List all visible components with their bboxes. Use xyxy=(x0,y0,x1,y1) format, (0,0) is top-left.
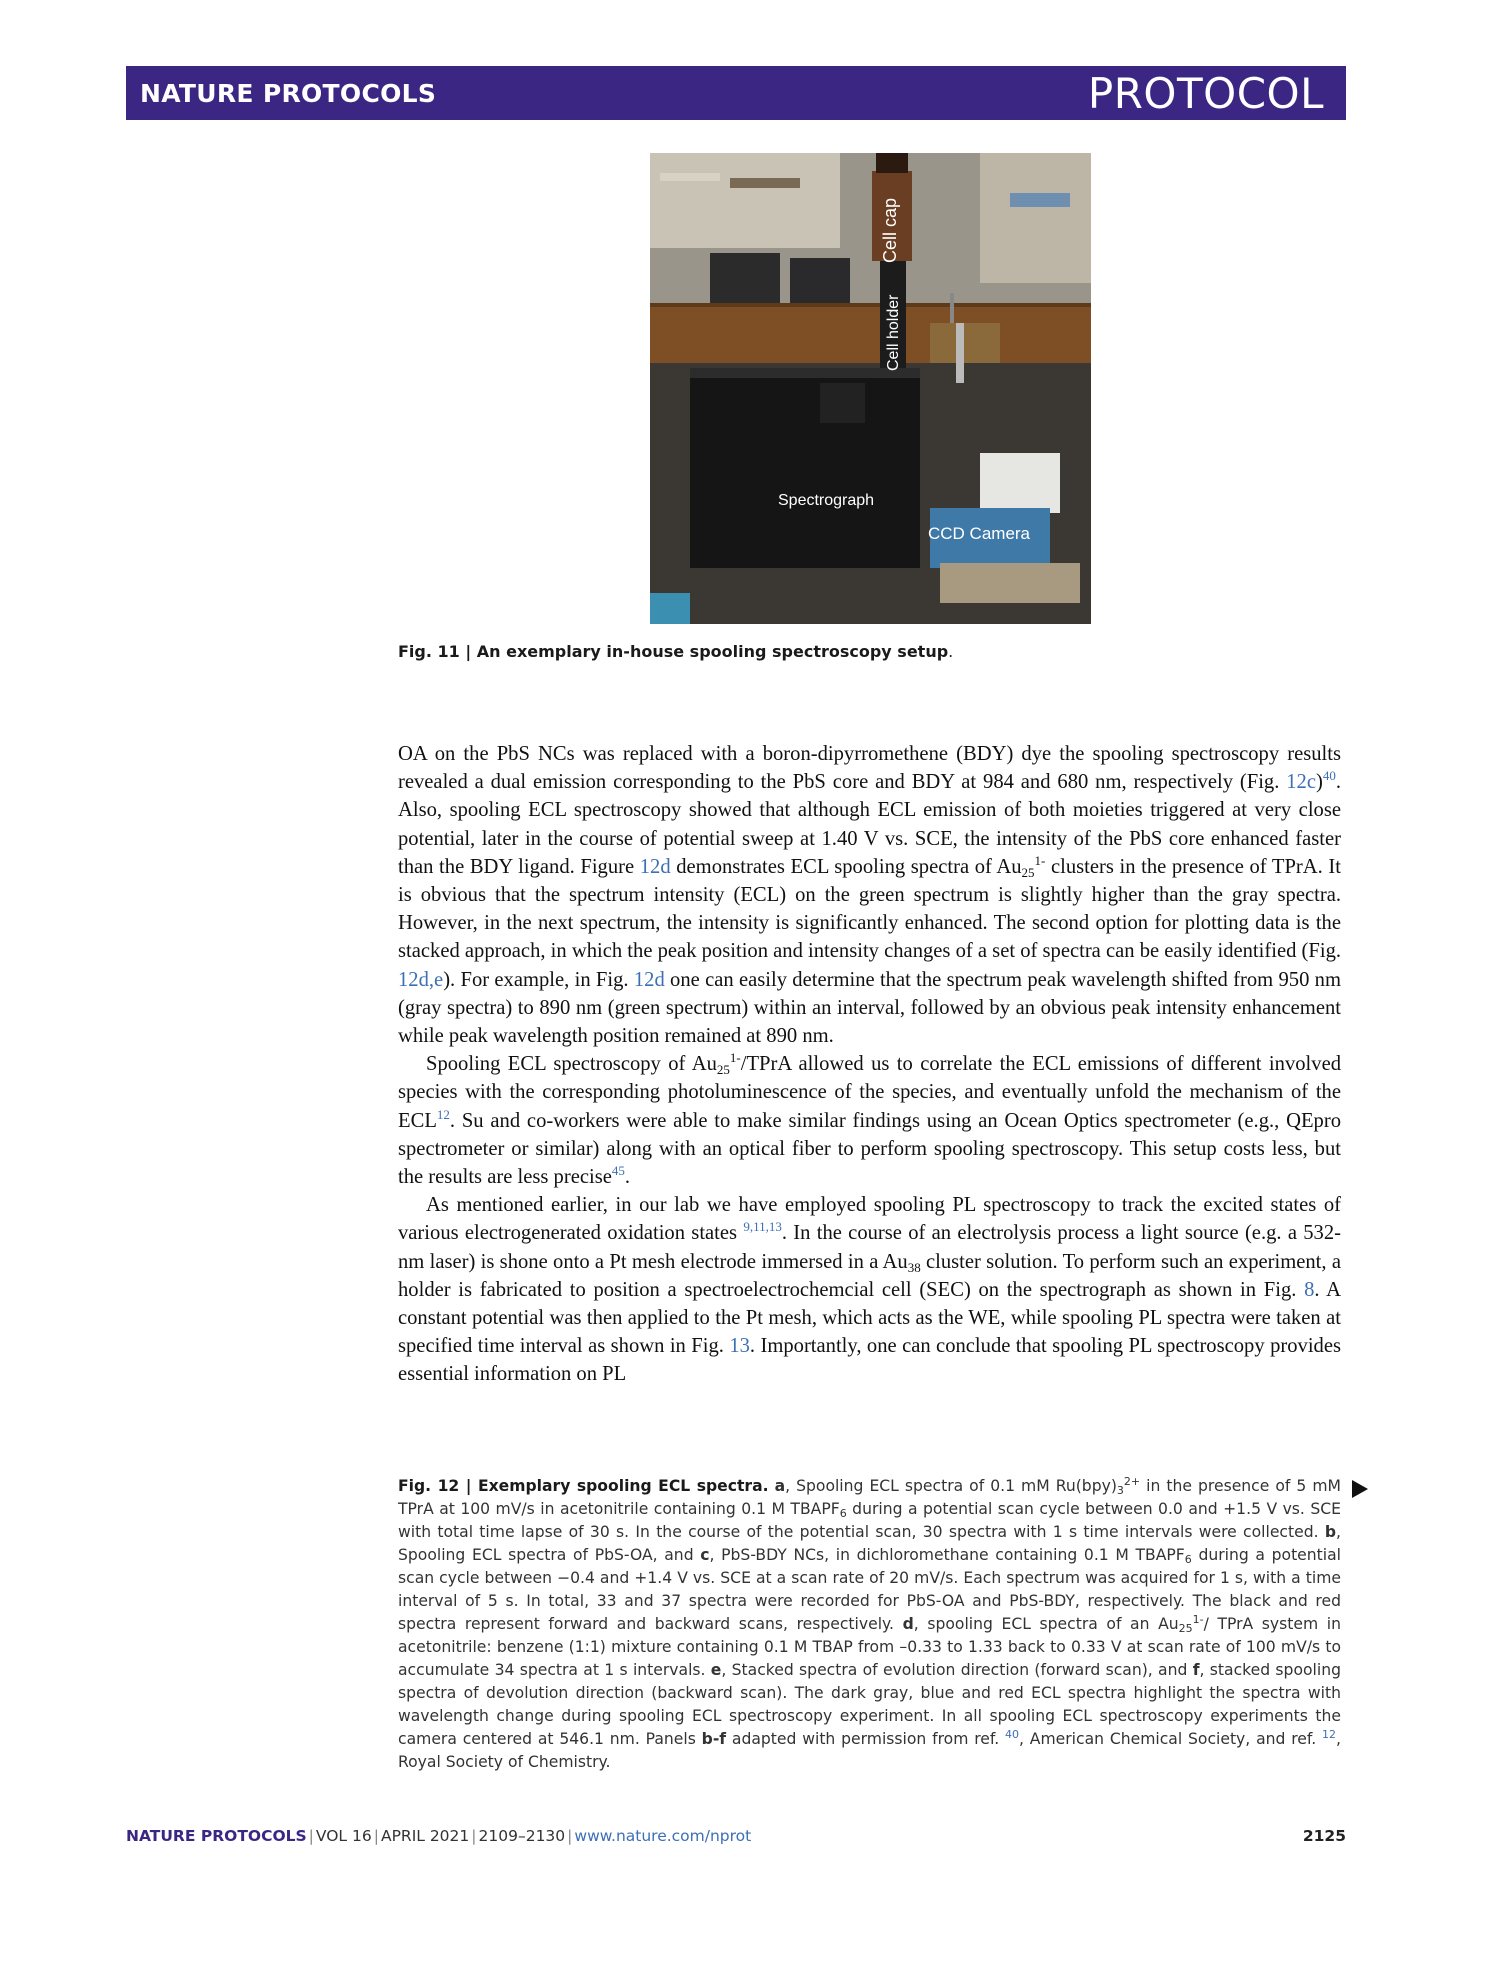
figure-11-caption-title: Fig. 11 | An exemplary in-house spooling spectroscopy setup xyxy=(398,642,949,661)
footer-url-link[interactable]: www.nature.com/nprot xyxy=(574,1827,752,1845)
figure-12-caption-title: Fig. 12 | Exemplary spooling ECL spectra. xyxy=(398,1477,769,1495)
page-footer: NATURE PROTOCOLS | VOL 16 | APRIL 2021 | 2109–2130 | www.nature.com/nprot 2125 xyxy=(126,1827,1346,1845)
figure-11-photo xyxy=(650,153,1091,624)
citation-9-11-13[interactable]: 9,11,13 xyxy=(743,1219,782,1235)
figure-11-caption: Fig. 11 | An exemplary in-house spooling spectroscopy setup. xyxy=(398,642,954,661)
footer-volume: VOL 16 xyxy=(315,1827,372,1845)
fig-12d-link[interactable]: 12d xyxy=(639,855,671,878)
footer-journal: NATURE PROTOCOLS xyxy=(126,1827,307,1845)
citation-45[interactable]: 45 xyxy=(611,1163,625,1179)
journal-name: NATURE PROTOCOLS xyxy=(140,79,437,108)
fig12-citation-40[interactable]: 40 xyxy=(1005,1728,1020,1741)
ccd-camera-label: CCD Camera xyxy=(928,524,1031,543)
fig-12c-link[interactable]: 12c xyxy=(1286,771,1316,794)
spectrograph-label: Spectrograph xyxy=(778,492,875,509)
fig-12d-link-2[interactable]: 12d xyxy=(633,968,665,991)
paragraph-1: OA on the PbS NCs was replaced with a boron-dipyrromethene (BDY) dye the spooling spectroscopy results revealed a dual emission corresponding to the PbS core and BDY at 984 and 680 nm, respectively (Fig. 12c)$^{40}$. Also, spooling ECL spectroscopy showed that although ECL emission of both moieties triggered at very close potential, later in the course of potential sweep at 1.40 V vs. SCE, the intensity of the PbS core enhanced faster than the BDY ligand. Figure 12d demonstrates ECL spooling spectra of $Au_{25}^{1-}$ clusters in the presence of TPrA. It is obvious that the spectrum intensity (ECL) on the green spectrum is slightly higher than the gray spectra. However, in the next spectrum, the intensity is significantly enhanced. The second option for plotting data is the stacked approach, in which the peak position and intensity changes of a set of spectra can be easily identified (Fig. 12d,e). For example, in Fig. 12d one can easily determine that the spectrum peak wavelength shifted from 950 nm (gray spectra) to 890 nm (green spectrum) within an interval, followed by an obvious peak intensity enhancement while peak wavelength position remained at 890 nm. xyxy=(398,743,1342,1048)
paragraph-2: Spooling ECL spectroscopy of $Au_{25}^{1-}$/TPrA allowed us to correlate the ECL emissions of different involved species with the corresponding photoluminescence of the species, and eventually unfold the mechanism of the ECL$^{12}$. Su and co-workers were able to make similar findings using an Ocean Optics spectrometer (e.g., QEpro spectrometer or similar) along with an optical fiber to perform spooling spectroscopy. This setup costs less, but the results are less precise$^{45}$. xyxy=(398,1050,1342,1189)
paragraph-3: As mentioned earlier, in our lab we have employed spooling PL spectroscopy to track the excited states of various electrogenerated oxidation states $^{9,11,13}$. In the course of an electrolysis process a light source (e.g. a 532-nm laser) is shone onto a Pt mesh electrode immersed in a $Au_{38}$ cluster solution. To perform such an experiment, a holder is fabricated to position a spectroelectrochemcial cell (SEC) on the spectrograph as shown in Fig. 8. A constant potential was then applied to the Pt mesh, which acts as the WE, while spooling PL spectra were taken at specified time interval as shown in Fig. 13. Importantly, one can conclude that spooling PL spectroscopy provides essential information on PL xyxy=(398,1194,1341,1386)
fig-12de-link[interactable]: 12d,e xyxy=(398,968,444,991)
citation-12[interactable]: 12 xyxy=(436,1106,450,1122)
page-number: 2125 xyxy=(1302,1827,1346,1845)
footer-date: APRIL 2021 xyxy=(380,1827,470,1845)
fig-8-link[interactable]: 8 xyxy=(1304,1278,1315,1301)
journal-header-bar xyxy=(126,66,1346,120)
section-label: PROTOCOL xyxy=(1087,69,1324,118)
figure-12-caption: Fig. 12 | Exemplary spooling ECL spectra. a, Spooling ECL spectra of 0.1 mM $Ru(bpy)_3^{2+}$ in the presence of 5 mM TPrA at 100 mV/s in acetonitrile containing 0.1 M $TBAPF_6$ during a potential scan cycle between 0.0 and +1.5 V vs. SCE with total time lapse of 30 s. In the course of the potential scan, 30 spectra with 1 s time intervals were collected. b, Spooling ECL spectra of PbS-OA, and c, PbS-BDY NCs, in dichloromethane containing 0.1 M $TBAPF_6$ during a potential scan cycle between −0.4 and +1.4 V vs. SCE at a scan rate of 20 mV/s. Each spectrum was acquired for 1 s, with a time interval of 5 s. In total, 33 and 37 spectra were recorded for PbS-OA and PbS-BDY, respectively. The black and red spectra represent forward and backward scans, respectively. d, spooling ECL spectra of an $Au_{25}^{1-}/$ TPrA system in acetonitrile: benzene (1:1) mixture containing 0.1 M TBAP from –0.33 to 1.33 back to 0.33 V at scan rate of 100 mV/s to accumulate 34 spectra at 1 s intervals. e, Stacked spectra of evolution direction (forward scan), and f, stacked spooling spectra of devolution direction (backward scan). The dark gray, blue and red ECL spectra highlight the spectra with wavelength change during spooling ECL spectroscopy experiment. In all spooling ECL spectroscopy experiments the camera centered at 546.1 nm. Panels b-f adapted with permission from ref. $^{40}$, American Chemical Society, and ref. $^{12}$, Royal Society of Chemistry. xyxy=(398,1475,1341,1771)
footer-pages: 2109–2130 xyxy=(478,1827,566,1845)
fig12-citation-12[interactable]: 12 xyxy=(1322,1728,1337,1741)
body-text xyxy=(398,740,1341,1389)
cell-holder-label: Cell holder xyxy=(885,294,902,371)
fig-13-link[interactable]: 13 xyxy=(729,1335,750,1358)
cell-cap-label: Cell cap xyxy=(880,197,900,263)
citation-40[interactable]: 40 xyxy=(1322,768,1336,784)
continue-arrow-icon xyxy=(1352,1480,1368,1498)
